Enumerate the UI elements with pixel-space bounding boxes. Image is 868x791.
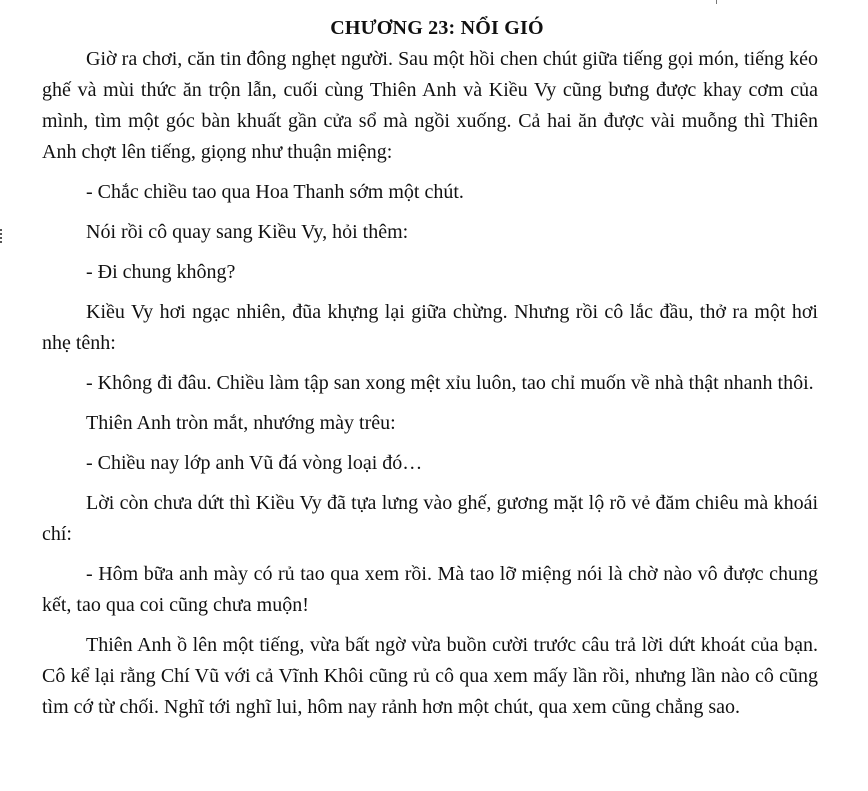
- paragraph-1: Giờ ra chơi, căn tin đông nghẹt người. Sau một hồi chen chút giữa tiếng gọi món, tiếng kéo ghế và mùi thức ăn trộn lẫn, cuối cùng Thiên Anh và Kiều Vy cũng bưng được khay cơm của mình, tìm một góc bàn khuất gần cửa sổ mà ngồi xuống. Cả hai ăn được vài muỗng thì Thiên Anh chợt lên tiếng, giọng như thuận miệng:: [42, 48, 818, 163]
- paragraph-10: - Hôm bữa anh mày có rủ tao qua xem rồi. Mà tao lỡ miệng nói là chờ nào vô được chung kết, tao qua coi cũng chưa muộn!: [42, 563, 818, 616]
- paragraph-9: Lời còn chưa dứt thì Kiều Vy đã tựa lưng vào ghế, gương mặt lộ rõ vẻ đăm chiêu mà khoái chí:: [42, 492, 818, 545]
- page-edge-mark: [716, 0, 720, 4]
- paragraph-11: Thiên Anh ồ lên một tiếng, vừa bất ngờ vừa buồn cười trước câu trả lời dứt khoát của bạn. Cô kể lại rằng Chí Vũ với cả Vĩnh Khôi cũng rủ cô qua xem mấy lần rồi, nhưng lần nào cô cũng tìm cớ từ chối. Nghĩ tới nghĩ lui, hôm nay rảnh hơn một chút, qua xem cũng chẳng sao.: [42, 634, 818, 718]
- paragraph-5: Kiều Vy hơi ngạc nhiên, đũa khựng lại giữa chừng. Nhưng rồi cô lắc đầu, thở ra một hơi nhẹ tênh:: [42, 301, 818, 354]
- paragraph-7: Thiên Anh tròn mắt, nhướng mày trêu:: [86, 412, 396, 434]
- paragraph-2: - Chắc chiều tao qua Hoa Thanh sớm một chút.: [86, 181, 464, 203]
- paragraph-4: - Đi chung không?: [86, 261, 236, 283]
- margin-marker: [0, 229, 6, 243]
- paragraph-8: - Chiều nay lớp anh Vũ đá vòng loại đó…: [86, 452, 423, 474]
- paragraph-6: - Không đi đâu. Chiều làm tập san xong mệt xỉu luôn, tao chỉ muốn về nhà thật nhanh thôi.: [86, 372, 814, 394]
- paragraph-3: Nói rồi cô quay sang Kiều Vy, hỏi thêm:: [86, 221, 409, 243]
- chapter-title: CHƯƠNG 23: NỔI GIÓ: [330, 17, 544, 39]
